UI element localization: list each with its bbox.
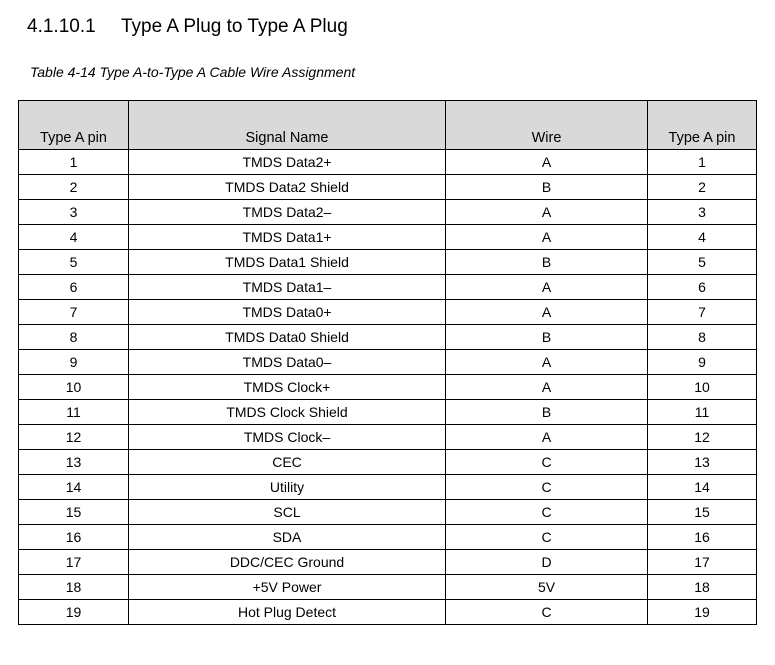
- section-number: 4.1.10.1: [27, 16, 96, 37]
- wire-cell: A: [446, 150, 648, 175]
- signal-name-cell: DDC/CEC Ground: [129, 550, 446, 575]
- wire-assignment-table: [18, 100, 757, 625]
- signal-name-cell: SDA: [129, 525, 446, 550]
- wire-cell: B: [446, 400, 648, 425]
- pin-right-cell: 1: [648, 150, 757, 175]
- wire-cell: C: [446, 500, 648, 525]
- wire-cell: D: [446, 550, 648, 575]
- pin-right-cell: 4: [648, 225, 757, 250]
- signal-name-cell: TMDS Data2–: [129, 200, 446, 225]
- table-row: [19, 475, 757, 500]
- wire-cell: B: [446, 175, 648, 200]
- pin-left-cell: 17: [19, 550, 129, 575]
- pin-left-cell: 14: [19, 475, 129, 500]
- table-body: [19, 150, 757, 625]
- pin-left-cell: 19: [19, 600, 129, 625]
- table-row: [19, 500, 757, 525]
- signal-name-cell: +5V Power: [129, 575, 446, 600]
- wire-cell: B: [446, 325, 648, 350]
- signal-name-cell: TMDS Data0+: [129, 300, 446, 325]
- header-type-a-pin-right: Type A pin: [648, 101, 757, 150]
- section-heading: [27, 16, 348, 38]
- pin-left-cell: 7: [19, 300, 129, 325]
- wire-cell: A: [446, 200, 648, 225]
- table-row: [19, 175, 757, 200]
- pin-right-cell: 15: [648, 500, 757, 525]
- table-row: [19, 250, 757, 275]
- wire-cell: B: [446, 250, 648, 275]
- wire-cell: C: [446, 600, 648, 625]
- header-wire: Wire: [446, 101, 648, 150]
- pin-right-cell: 10: [648, 375, 757, 400]
- pin-left-cell: 10: [19, 375, 129, 400]
- table-row: [19, 350, 757, 375]
- signal-name-cell: TMDS Data0–: [129, 350, 446, 375]
- wire-cell: C: [446, 450, 648, 475]
- pin-right-cell: 6: [648, 275, 757, 300]
- pin-left-cell: 18: [19, 575, 129, 600]
- pin-right-cell: 9: [648, 350, 757, 375]
- wire-cell: C: [446, 525, 648, 550]
- pin-left-cell: 8: [19, 325, 129, 350]
- pin-left-cell: 13: [19, 450, 129, 475]
- table-row: [19, 325, 757, 350]
- wire-cell: A: [446, 425, 648, 450]
- pin-right-cell: 5: [648, 250, 757, 275]
- signal-name-cell: TMDS Data2+: [129, 150, 446, 175]
- table-row: [19, 400, 757, 425]
- signal-name-cell: TMDS Clock–: [129, 425, 446, 450]
- table-row: [19, 375, 757, 400]
- pin-left-cell: 2: [19, 175, 129, 200]
- signal-name-cell: Hot Plug Detect: [129, 600, 446, 625]
- wire-cell: C: [446, 475, 648, 500]
- signal-name-cell: SCL: [129, 500, 446, 525]
- pin-left-cell: 15: [19, 500, 129, 525]
- signal-name-cell: TMDS Data2 Shield: [129, 175, 446, 200]
- header-type-a-pin-left: Type A pin: [19, 101, 129, 150]
- pin-left-cell: 12: [19, 425, 129, 450]
- wire-cell: A: [446, 350, 648, 375]
- wire-cell: A: [446, 375, 648, 400]
- pin-right-cell: 13: [648, 450, 757, 475]
- pin-right-cell: 7: [648, 300, 757, 325]
- pin-right-cell: 19: [648, 600, 757, 625]
- signal-name-cell: TMDS Data1+: [129, 225, 446, 250]
- signal-name-cell: TMDS Data1 Shield: [129, 250, 446, 275]
- signal-name-cell: TMDS Clock Shield: [129, 400, 446, 425]
- signal-name-cell: TMDS Clock+: [129, 375, 446, 400]
- pin-left-cell: 1: [19, 150, 129, 175]
- wire-cell: A: [446, 275, 648, 300]
- signal-name-cell: TMDS Data1–: [129, 275, 446, 300]
- table-row: [19, 575, 757, 600]
- table-row: [19, 425, 757, 450]
- table-caption: Table 4-14 Type A-to-Type A Cable Wire Assignment: [30, 64, 356, 80]
- table-row: [19, 200, 757, 225]
- table-row: [19, 525, 757, 550]
- signal-name-cell: Utility: [129, 475, 446, 500]
- wire-cell: A: [446, 225, 648, 250]
- pin-left-cell: 4: [19, 225, 129, 250]
- pin-left-cell: 9: [19, 350, 129, 375]
- pin-left-cell: 6: [19, 275, 129, 300]
- signal-name-cell: TMDS Data0 Shield: [129, 325, 446, 350]
- table-row: [19, 225, 757, 250]
- table-row: [19, 450, 757, 475]
- pin-right-cell: 12: [648, 425, 757, 450]
- table-row: [19, 150, 757, 175]
- pin-left-cell: 5: [19, 250, 129, 275]
- table-row: [19, 300, 757, 325]
- header-signal-name: Signal Name: [129, 101, 446, 150]
- pin-right-cell: 18: [648, 575, 757, 600]
- pin-right-cell: 11: [648, 400, 757, 425]
- wire-cell: 5V: [446, 575, 648, 600]
- table-row: [19, 600, 757, 625]
- pin-right-cell: 2: [648, 175, 757, 200]
- section-title: Type A Plug to Type A Plug: [121, 16, 348, 37]
- pin-left-cell: 16: [19, 525, 129, 550]
- table-header-row: [19, 101, 757, 150]
- pin-right-cell: 14: [648, 475, 757, 500]
- pin-right-cell: 16: [648, 525, 757, 550]
- wire-cell: A: [446, 300, 648, 325]
- pin-right-cell: 3: [648, 200, 757, 225]
- pin-left-cell: 3: [19, 200, 129, 225]
- pin-left-cell: 11: [19, 400, 129, 425]
- signal-name-cell: CEC: [129, 450, 446, 475]
- table-row: [19, 550, 757, 575]
- pin-right-cell: 8: [648, 325, 757, 350]
- pin-right-cell: 17: [648, 550, 757, 575]
- table-row: [19, 275, 757, 300]
